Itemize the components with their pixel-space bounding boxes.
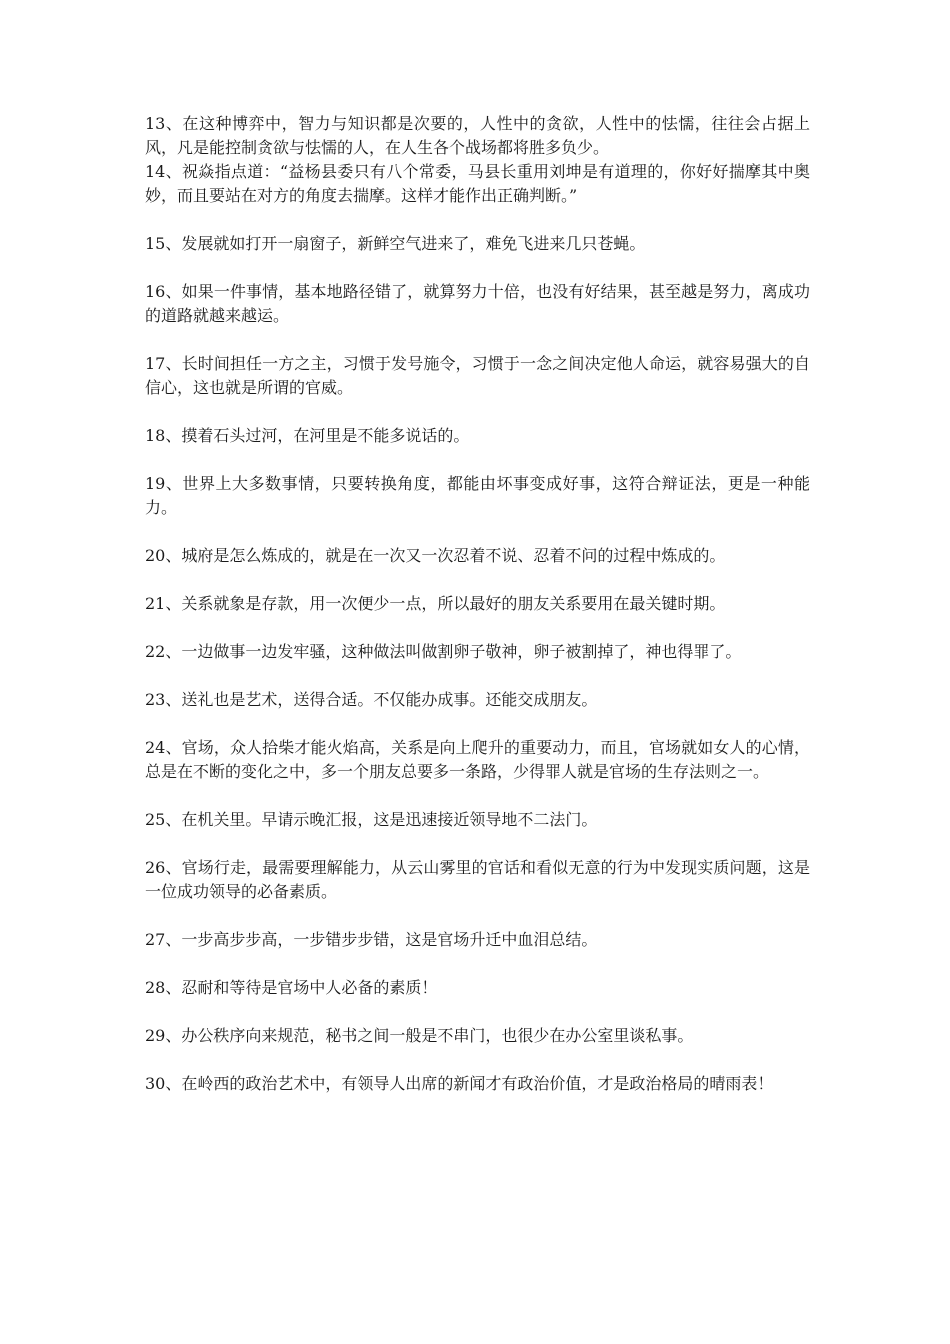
paragraph-17: 17、长时间担任一方之主，习惯于发号施令，习惯于一念之间决定他人命运，就容易强大的自信心，这也就是所谓的官威。 bbox=[145, 354, 810, 397]
document-body bbox=[145, 112, 810, 1096]
paragraph-28: 28、忍耐和等待是官场中人必备的素质！ bbox=[145, 978, 438, 997]
paragraph-30: 30、在岭西的政治艺术中，有领导人出席的新闻才有政治价值，才是政治格局的晴雨表！ bbox=[145, 1074, 774, 1093]
paragraph-16: 16、如果一件事情，基本地路径错了，就算努力十倍，也没有好结果，甚至越是努力，离成功的道路就越来越运。 bbox=[145, 282, 810, 325]
paragraph-13: 13、在这种博弈中，智力与知识都是次要的，人性中的贪欲，人性中的怯懦，往往会占据上风，凡是能控制贪欲与怯懦的人，在人生各个战场都将胜多负少。 bbox=[145, 114, 810, 157]
paragraph-20: 20、城府是怎么炼成的，就是在一次又一次忍着不说、忍着不问的过程中炼成的。 bbox=[145, 546, 726, 565]
paragraph-18: 18、摸着石头过河，在河里是不能多说话的。 bbox=[145, 426, 470, 445]
paragraph-15: 15、发展就如打开一扇窗子，新鲜空气进来了，难免飞进来几只苍蝇。 bbox=[145, 234, 646, 253]
paragraph-21: 21、关系就象是存款，用一次便少一点，所以最好的朋友关系要用在最关键时期。 bbox=[145, 594, 726, 613]
paragraph-23: 23、送礼也是艺术，送得合适。不仅能办成事。还能交成朋友。 bbox=[145, 690, 598, 709]
paragraph-24: 24、官场，众人拾柴才能火焰高，关系是向上爬升的重要动力，而且，官场就如女人的心情，总是在不断的变化之中，多一个朋友总要多一条路，少得罪人就是官场的生存法则之一。 bbox=[145, 738, 810, 781]
paragraph-22: 22、一边做事一边发牢骚，这种做法叫做割卵子敬神，卵子被割掉了，神也得罪了。 bbox=[145, 642, 742, 661]
paragraph-27: 27、一步高步步高，一步错步步错，这是官场升迁中血泪总结。 bbox=[145, 930, 598, 949]
paragraph-14: 14、祝焱指点道：“益杨县委只有八个常委，马县长重用刘坤是有道理的，你好好揣摩其中奥妙，而且要站在对方的角度去揣摩。这样才能作出正确判断。” bbox=[145, 162, 810, 205]
paragraph-26: 26、官场行走，最需要理解能力，从云山雾里的官话和看似无意的行为中发现实质问题，这是一位成功领导的必备素质。 bbox=[145, 858, 810, 901]
paragraph-25: 25、在机关里。早请示晚汇报，这是迅速接近领导地不二法门。 bbox=[145, 810, 598, 829]
paragraph-29: 29、办公秩序向来规范，秘书之间一般是不串门，也很少在办公室里谈私事。 bbox=[145, 1026, 694, 1045]
paragraph-19: 19、世界上大多数事情，只要转换角度，都能由坏事变成好事，这符合辩证法，更是一种能力。 bbox=[145, 474, 810, 517]
